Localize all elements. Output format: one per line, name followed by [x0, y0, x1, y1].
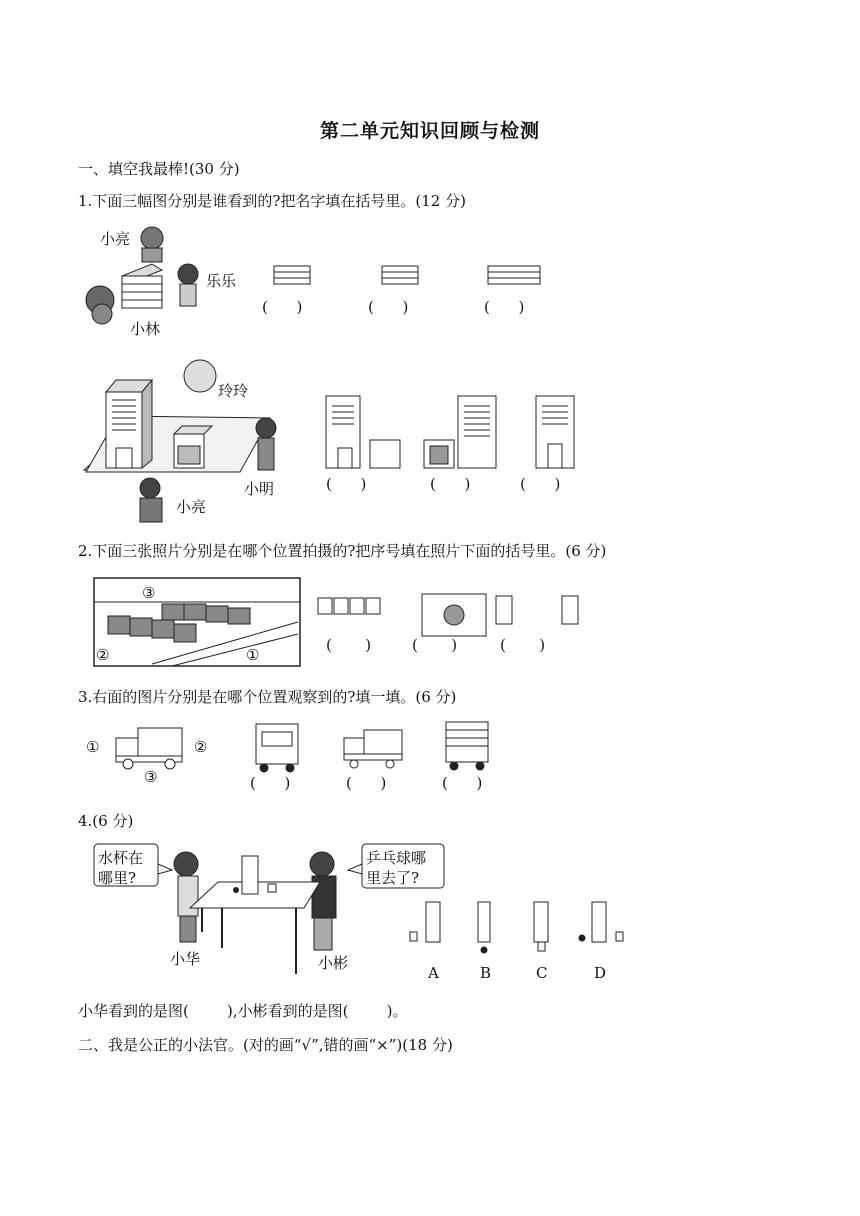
- answer-blank[interactable]: ( ): [430, 475, 471, 493]
- answer-blank[interactable]: ( ): [346, 774, 387, 792]
- answer-blank[interactable]: ( ): [484, 298, 525, 316]
- page-title: 第二单元知识回顾与检测: [319, 120, 540, 142]
- position-marker-2: ②: [194, 738, 208, 756]
- answer-blank[interactable]: ( ): [500, 636, 546, 654]
- name-label-xiaolin: 小林: [130, 320, 161, 338]
- name-label-xiaoliang-2: 小亮: [176, 498, 207, 516]
- q1-bottom-figure: [80, 356, 640, 526]
- position-marker-1: ①: [86, 738, 100, 756]
- answer-blank[interactable]: ( ): [250, 774, 291, 792]
- answer-blank[interactable]: ( ): [326, 636, 372, 654]
- section-2-heading: 二、我是公正的小法官。(对的画“√”,错的画“×”)(18 分): [78, 1036, 453, 1054]
- answer-blank[interactable]: ( ): [368, 298, 409, 316]
- speech-bubble-left: 水杯在 哪里?: [98, 849, 144, 887]
- q1-top-figure: [80, 218, 640, 348]
- name-label-xiaoming: 小明: [244, 480, 275, 498]
- q2-figure: [92, 574, 632, 670]
- position-marker-3: ③: [142, 584, 156, 602]
- name-label-xiaobin: 小彬: [318, 954, 349, 972]
- position-marker-2: ②: [96, 646, 110, 664]
- question-1-text: 1.下面三幅图分别是谁看到的?把名字填在括号里。(12 分): [78, 192, 466, 210]
- question-3-text: 3.右面的图片分别是在哪个位置观察到的?填一填。(6 分): [78, 688, 457, 706]
- q4-answer-line: 小华看到的是图( ),小彬看到的是图( )。: [78, 1002, 408, 1020]
- name-label-xiaohua: 小华: [170, 950, 201, 968]
- answer-blank[interactable]: ( ): [520, 475, 561, 493]
- option-label-b: B: [480, 964, 492, 982]
- question-2-text: 2.下面三张照片分别是在哪个位置拍摄的?把序号填在照片下面的括号里。(6 分): [78, 542, 607, 560]
- option-label-d: D: [594, 964, 607, 982]
- speech-bubble-right: 乒乓球哪 里去了?: [366, 849, 427, 887]
- name-label-lingling: 玲玲: [218, 382, 249, 400]
- section-1-heading: 一、填空我最棒!(30 分): [78, 160, 240, 178]
- name-label-lele: 乐乐: [206, 272, 237, 290]
- position-marker-1: ①: [246, 646, 260, 664]
- answer-blank[interactable]: ( ): [326, 475, 367, 493]
- answer-blank[interactable]: ( ): [442, 774, 483, 792]
- name-label-xiaoliang: 小亮: [100, 230, 131, 248]
- answer-blank[interactable]: ( ): [262, 298, 303, 316]
- answer-blank[interactable]: ( ): [412, 636, 458, 654]
- position-marker-3: ③: [144, 768, 158, 786]
- option-label-a: A: [428, 964, 439, 982]
- option-label-c: C: [536, 964, 548, 982]
- question-4-text: 4.(6 分): [78, 812, 134, 830]
